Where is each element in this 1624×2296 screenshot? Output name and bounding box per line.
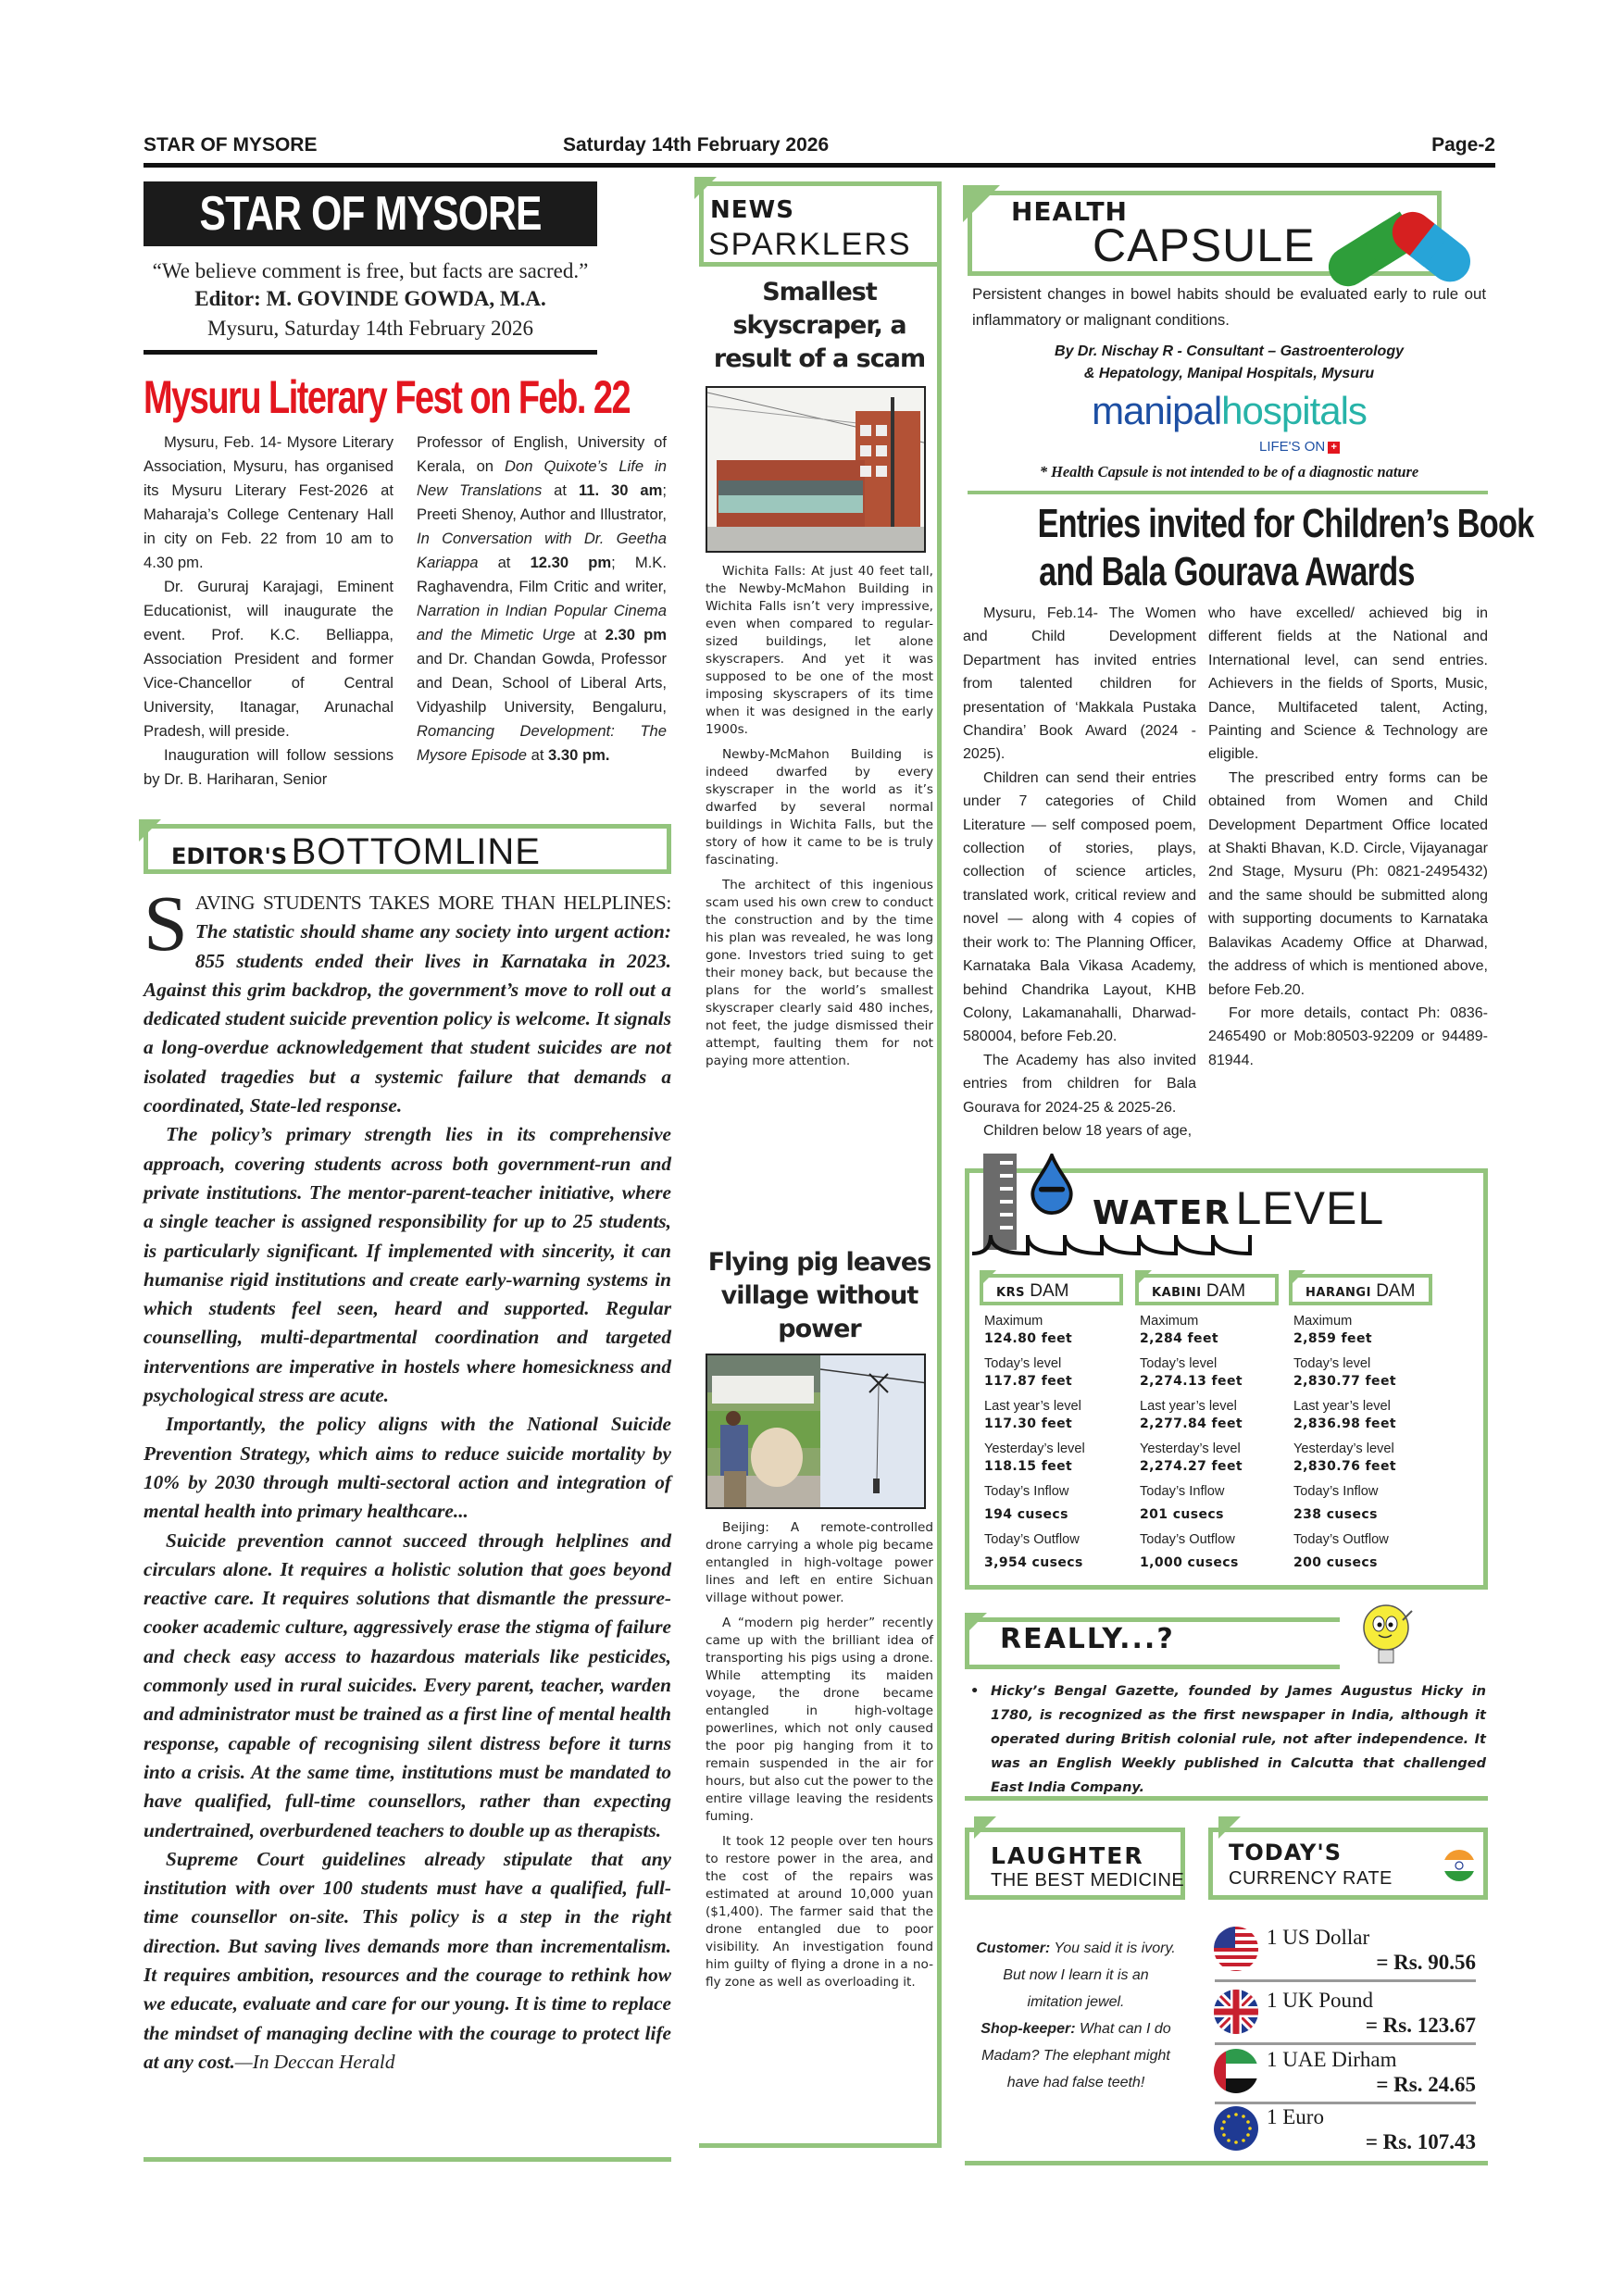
laughter-subtitle: THE BEST MEDICINE: [991, 1870, 1185, 1890]
editorial-bottom-rule: [144, 2157, 671, 2162]
currency-row: 1 UK Pound = Rs. 123.67: [1211, 1989, 1481, 2048]
story-body: [706, 1519, 933, 1999]
us-flag-icon: [1213, 1926, 1259, 1972]
lightbulb-mascot-icon: [1356, 1602, 1421, 1680]
editors-bottomline-title: EDITOR'S BOTTOMLINE: [171, 831, 541, 872]
lit-fest-column-1: [144, 430, 394, 792]
dam-column-kabini: KABINI DAM Maximum 2,284 feet Today’s level 2,274.13 feet Last year’s level 2,277.84 feet Yesterday’s level 2,274.27 feet Today’s Inflow 201 cusecs Today’s Outflow 1,000 cusecs: [1135, 1274, 1279, 1579]
currency-rate: = Rs. 90.56: [1376, 1951, 1476, 1974]
currency-rate: = Rs. 107.43: [1365, 2130, 1476, 2153]
masthead-rule: [144, 350, 597, 355]
manipal-hospitals-logo: manipalhospitals: [1092, 389, 1367, 432]
health-capsule-byline: By Dr. Nischay R - Consultant – Gastroenterology & Hepatology, Manipal Hospitals, Mysuru: [1055, 343, 1404, 381]
currency-row: 1 UAE Dirham = Rs. 24.65: [1211, 2048, 1481, 2107]
logo-tagline: LIFE'S ON +: [1259, 439, 1340, 455]
health-capsule-text: Persistent changes in bowel habits should be evaluated early to rule out inflammatory or malignant conditions.: [972, 285, 1486, 329]
article-paragraph: For more details, contact Ph: 0836-2465490 or Mob:80503-92209 or 94489-81944.: [1208, 1004, 1488, 1068]
india-flag-icon: [1443, 1849, 1476, 1882]
article-paragraph: Mysuru, Feb. 14- Mysore Literary Association, Mysuru, has organised its Mysuru Literary Fest-2026 at Maharaja’s College Centenary Hall in city on Feb. 22 from 10 am to 4.30 pm.: [144, 433, 394, 571]
eu-flag-icon: [1213, 2105, 1259, 2152]
story-paragraph: Newby-McMahon Building is indeed dwarfed by every skyscraper in the world as it’s dwarfed by several normal buildings in Wichita Falls, but the story of how it came to be is truly fascinating.: [706, 747, 933, 867]
story-headline: Smallest skyscraper, a result of a scam: [713, 278, 926, 373]
corner-triangle: [1218, 1816, 1241, 1839]
dam-last-year: 117.30 feet: [984, 1416, 1073, 1431]
health-capsule-disclaimer: * Health Capsule is not intended to be of a diagnostic nature: [1039, 463, 1419, 480]
dropcap: S: [144, 879, 188, 967]
water-waves-icon: [972, 1231, 1255, 1259]
dam-yesterday: 2,274.27 feet: [1140, 1459, 1243, 1474]
corner-triangle: [963, 185, 1000, 222]
article-paragraph: Dr. Gururaj Karajagi, Eminent Educationist, will inaugurate the event. Prof. K.C. Belliappa, Association President and former Vice-Chancellor of Central University, Itanagar, Arunachal Pradesh, will preside.: [144, 578, 394, 740]
masthead-motto: “We believe comment is free, but facts are sacred.”: [152, 259, 589, 282]
dam-today: 117.87 feet: [984, 1374, 1073, 1389]
plus-icon: +: [1328, 442, 1340, 454]
currency-rate: = Rs. 24.65: [1376, 2073, 1476, 2096]
dam-yesterday: 118.15 feet: [984, 1459, 1073, 1474]
news-sparklers-label: NEWS: [710, 196, 794, 224]
story-headline: Flying pig leaves village without power: [707, 1248, 931, 1343]
pill-capsule-icon: [1305, 196, 1491, 289]
dam-max: 2,284 feet: [1140, 1331, 1218, 1346]
health-capsule-label: HEALTH: [1011, 196, 1128, 227]
masthead-dateline: Mysuru, Saturday 14th February 2026: [207, 317, 533, 340]
uae-flag-icon: [1213, 2048, 1259, 2094]
story-paragraph: Wichita Falls: At just 40 feet tall, the Newby-McMahon Building in Wichita Falls isn’t very impressive, even when compared to regular-sized buildings, let alone skyscrapers. And yet it was supposed to be one of the most imposing skyscrapers of its time when it was designed in the early 1900s.: [706, 564, 933, 737]
corner-triangle: [974, 1816, 996, 1839]
currency-subtitle: CURRENCY RATE: [1229, 1868, 1393, 1889]
dam-inflow: 194 cusecs: [984, 1507, 1068, 1522]
building-photo: [706, 386, 926, 553]
header-rule: [144, 163, 1495, 168]
joke-speaker: Shop-keeper:: [981, 2021, 1076, 2037]
dam-header: KABINI DAM: [1135, 1274, 1279, 1305]
water-level-title: WATER LEVEL: [1093, 1182, 1385, 1234]
dam-inflow: 201 cusecs: [1140, 1507, 1224, 1522]
running-header-page: Page-2: [1431, 134, 1495, 156]
laughter-joke: Customer: You said it is ivory. But now I learn it is an imitation jewel. Shop-keeper: What can I do Madam? The elephant might have had false teeth!: [976, 1940, 1176, 2090]
laughter-title: LAUGHTER: [991, 1842, 1144, 1869]
running-header-date: Saturday 14th February 2026: [563, 134, 830, 156]
dam-outflow: 1,000 cusecs: [1140, 1555, 1239, 1570]
health-capsule-sublabel: CAPSULE: [1093, 219, 1316, 271]
masthead-editor: Editor: M. GOVINDE GOWDA, M.A.: [194, 287, 546, 310]
section-rule: [965, 2161, 1488, 2165]
childrens-book-column-1: [963, 602, 1196, 1142]
story-paragraph: A “modern pig herder” recently came up with the brilliant idea of transporting his pigs using a drone. While attempting its maiden voyage, the drone became entangled in high-voltage powerlines, which not only caused the poor pig hanging from it to remain suspended in the air for hours, but also cut the power to the entire village leaving the residents fuming.: [706, 1616, 933, 1824]
article-paragraph: Children below 18 years of age,: [983, 1122, 1193, 1139]
corner-triangle: [139, 819, 161, 842]
editorial-body: SAVING STUDENTS TAKES MORE THAN HELPLINES: The statistic should shame any society into urgent action: 855 students ended their lives in Karnataka in 2023. Against this grim backdrop, the government’s move to roll out a dedicated student suicide prevention policy is welcome. It signals a long-overdue acknowledgement that student suicides are not isolated tragedies but a systemic failure that demands a coordinated, State-led response. The policy’s primary strength lies in its comprehensive approach, covering students across both government-run and private institutions. The mentor-parent-teacher initiative, where a single teacher is assigned responsibility for up to 25 students, is particularly significant. If implemented with sincerity, it can humanise rigid institutions and create early-warning systems in which students feel seen, heard and supported. Regular counselling, multi-departmental coordination and targeted interventions are imperative in hostels where homesickness and psychological stress are acute. Importantly, the policy aligns with the National Suicide Prevention Strategy, which aims to reduce suicide mortality by 10% by 2030 through multi-sectoral action and integration of mental health into primary healthcare... Suicide prevention cannot succeed through helplines and circulars alone. It requires a holistic solution that goes beyond reactive care. It requires solutions that dismantle the pressure-cooker academic culture, aggressively erase the stigma of failure and check easy access to hazardous materials like pesticides, commonly used in rural suicides. Every parent, teacher, warden and administrator must be trained as a first line of mental health response, capable of recognising silent distress before it turns into a crisis. At the same time, institutions must be mandated to have qualified, full-time counsellors, rather than expecting undertrained, overburdened teachers to double up as therapists. Supreme Court guidelines already stipulate that any institution with over 100 students must have a qualified, full-time counsellor on-site. This policy is a step in the right direction. But saving lives demands more than incrementalism. It requires ambition, resources and the courage to rethink how we educate, evaluate and care for our young. It is time to replace the mindset of managing decline with the courage to protect life at any cost.—In Deccan Herald: [144, 889, 671, 2077]
dam-last-year: 2,277.84 feet: [1140, 1416, 1243, 1431]
article-paragraph: The prescribed entry forms can be obtained from Women and Child Development Department Office located at Shakti Bhavan, K.D. Circle, Vijayanagar 2nd Stage, Mysuru (Ph: 0821-2495432) and the same should be submitted along with supporting documents to Karnataka Balavikas Academy Office at Dharwad, the address of which is mentioned above, before Feb.20.: [1208, 769, 1488, 998]
editorial-paragraph: The policy’s primary strength lies in its comprehensive approach, covering students across both government-run and private institutions. The mentor-parent-teacher initiative, where a single teacher is assigned responsibility for up to 25 students, is particularly significant. If implemented with sincerity, it can humanise rigid institutions and create early-warning systems in which students feel seen, heard and supported. Regular counselling, multi-departmental coordination and targeted interventions are imperative in hostels where homesickness and psychological stress are acute.: [144, 1123, 671, 1407]
masthead-title: STAR OF MYSORE: [144, 181, 597, 246]
dam-header: HARANGI DAM: [1289, 1274, 1432, 1305]
article-paragraph: Inauguration will follow sessions by Dr. B. Hariharan, Senior: [144, 746, 394, 788]
really-title: REALLY...?: [1000, 1623, 1175, 1655]
news-sparklers-sublabel: SPARKLERS: [708, 227, 912, 262]
dam-max: 124.80 feet: [984, 1331, 1073, 1346]
story-paragraph: It took 12 people over ten hours to restore power in the area, and the cost of the repairs was estimated at around 10,000 yuan ($1,400). The farmer said that the drone entangled due to poor visibility. An investigation found him guilty of flying a drone in a no-fly zone as well as overloading it.: [706, 1834, 933, 1990]
really-fact: • Hicky’s Bengal Gazette, founded by James Augustus Hicky in 1780, is recognized as the first newspaper in India, although it operated during British colonial rule, not after independence. It was an English Weekly published in Calcutta that challenged East India Company.: [970, 1684, 1486, 1795]
editorial-paragraph: Suicide prevention cannot succeed through helplines and circulars alone. It requires a holistic solution that goes beyond reactive care. It requires solutions that dismantle the pressure-cooker academic culture, aggressively erase the stigma of failure and check easy access to hazardous materials like pesticides, commonly used in rural suicides. Every parent, teacher, warden and administrator must be trained as a first line of mental health response, capable of recognising silent distress before it turns into a crisis. At the same time, institutions must be mandated to have qualified, full-time counsellors, rather than expecting undertrained, overburdened teachers to double up as therapists.: [144, 1529, 671, 1841]
editorial-paragraph: Supreme Court guidelines already stipulate that any institution with over 100 students must have a qualified, full-time counsellor on-site. This policy is a step in the right direction. But saving lives demands more than incrementalism. It requires ambition, resources and the courage to rethink how we educate, evaluate and care for our young. It is time to replace the mindset of managing decline with the courage to protect life at any cost.—In Deccan Herald: [144, 1847, 671, 2073]
running-header: [144, 134, 1495, 162]
story-paragraph: Beijing: A remote-controlled drone carrying a whole pig became entangled in high-voltage power lines and left en entire Sichuan village without power.: [706, 1520, 933, 1605]
editorial-paragraph: Importantly, the policy aligns with the National Suicide Prevention Strategy, which aims to reduce suicide mortality by 10% by 2030 through multi-sectoral action and integration of mental health into primary healthcare...: [144, 1413, 671, 1523]
dam-outflow: 3,954 cusecs: [984, 1555, 1083, 1570]
dam-column-harangi: HARANGI DAM Maximum 2,859 feet Today’s level 2,830.77 feet Last year’s level 2,836.98 feet Yesterday’s level 2,830.76 feet Today’s Inflow 238 cusecs Today’s Outflow 200 cusecs: [1289, 1274, 1432, 1579]
section-rule: [965, 1796, 1488, 1801]
article-paragraph: Mysuru, Feb.14- The Women and Child Development Department has invited entries from talented children for presentation of ‘Makkala Pustaka Chandira’ Book Award (2024 - 2025).: [963, 605, 1196, 763]
uk-flag-icon: [1213, 1989, 1259, 2035]
childrens-book-headline: Entries invited for Children’s Book and Bala Gourava Awards: [1037, 501, 1534, 594]
dam-inflow: 238 cusecs: [1293, 1507, 1378, 1522]
childrens-book-column-2: [1208, 602, 1488, 1072]
currency-row: 1 US Dollar = Rs. 90.56: [1211, 1926, 1481, 1985]
currency-title: TODAY'S: [1229, 1840, 1342, 1866]
dam-last-year: 2,836.98 feet: [1293, 1416, 1396, 1431]
dam-today: 2,830.77 feet: [1293, 1374, 1396, 1389]
article-paragraph: who have excelled/ achieved big in different fields at the National and International level, can send entries. Achievers in the fields of Sports, Music, Dance, Multifaceted talent, Acting, Painting and Science & Technology are eligible.: [1208, 605, 1488, 763]
currency-row: 1 Euro = Rs. 107.43: [1211, 2105, 1481, 2165]
story-paragraph: The architect of this ingenious scam used his own crew to conduct the construction and by the time his plan was revealed, he was long gone. Investors tried suing to get their money back, but because the plans for the world’s smallest skyscraper clearly said 480 inches, not feet, the judge dismissed their attempt, faulting them for not paying more attention.: [706, 878, 933, 1068]
drone-pig-photo: [706, 1354, 926, 1509]
currency-rate: = Rs. 123.67: [1365, 2014, 1476, 2037]
editorial-source: —In Deccan Herald: [234, 2050, 395, 2073]
article-paragraph: Children can send their entries under 7 categories of Child Literature — self composed poem, collection of stories, plays, collection of science articles, translated work, critical review and novel — along with 4 copies of their work to: The Planning Officer, Karnataka Bala Vikasa Academy, behind Chandrika Layout, KHB Colony, Lakamanahalli, Dharwad-580004, before Feb.20.: [963, 769, 1196, 1045]
lit-fest-headline: Mysuru Literary Fest on Feb. 22: [144, 371, 631, 423]
joke-speaker: Customer:: [976, 1940, 1051, 1956]
dam-outflow: 200 cusecs: [1293, 1555, 1378, 1570]
dam-max: 2,859 feet: [1293, 1331, 1372, 1346]
dam-yesterday: 2,830.76 feet: [1293, 1459, 1396, 1474]
dam-header: KRS DAM: [980, 1274, 1123, 1305]
dam-column-krs: KRS DAM Maximum 124.80 feet Today’s level 117.87 feet Last year’s level 117.30 feet Yesterday’s level 118.15 feet Today’s Inflow 194 cusecs Today’s Outflow 3,954 cusecs: [980, 1274, 1123, 1579]
section-rule: [968, 491, 1488, 494]
running-header-paper: STAR OF MYSORE: [144, 134, 318, 156]
water-drop-icon: [1028, 1154, 1076, 1215]
corner-triangle: [965, 1613, 987, 1635]
article-paragraph: The Academy has also invited entries from children for Bala Gourava for 2024-25 & 2025-26.: [963, 1052, 1196, 1116]
story-body: [706, 563, 933, 1078]
dam-today: 2,274.13 feet: [1140, 1374, 1243, 1389]
lit-fest-column-2: Professor of English, University of Kerala, on Don Quixote’s Life in New Translations at 11. 30 am; Preeti Shenoy, Author and Illustrator, In Conversation with Dr. Geetha Kariappa at 12.30 pm; M.K. Raghavendra, Film Critic and writer, Narration in Indian Popular Cinema and the Mimetic Urge at 2.30 pm and Dr. Chandan Gowda, Professor and Dean, School of Liberal Arts, Vidyashilp University, Bengaluru, Romancing Development: The Mysore Episode at 3.30 pm.: [417, 433, 667, 764]
